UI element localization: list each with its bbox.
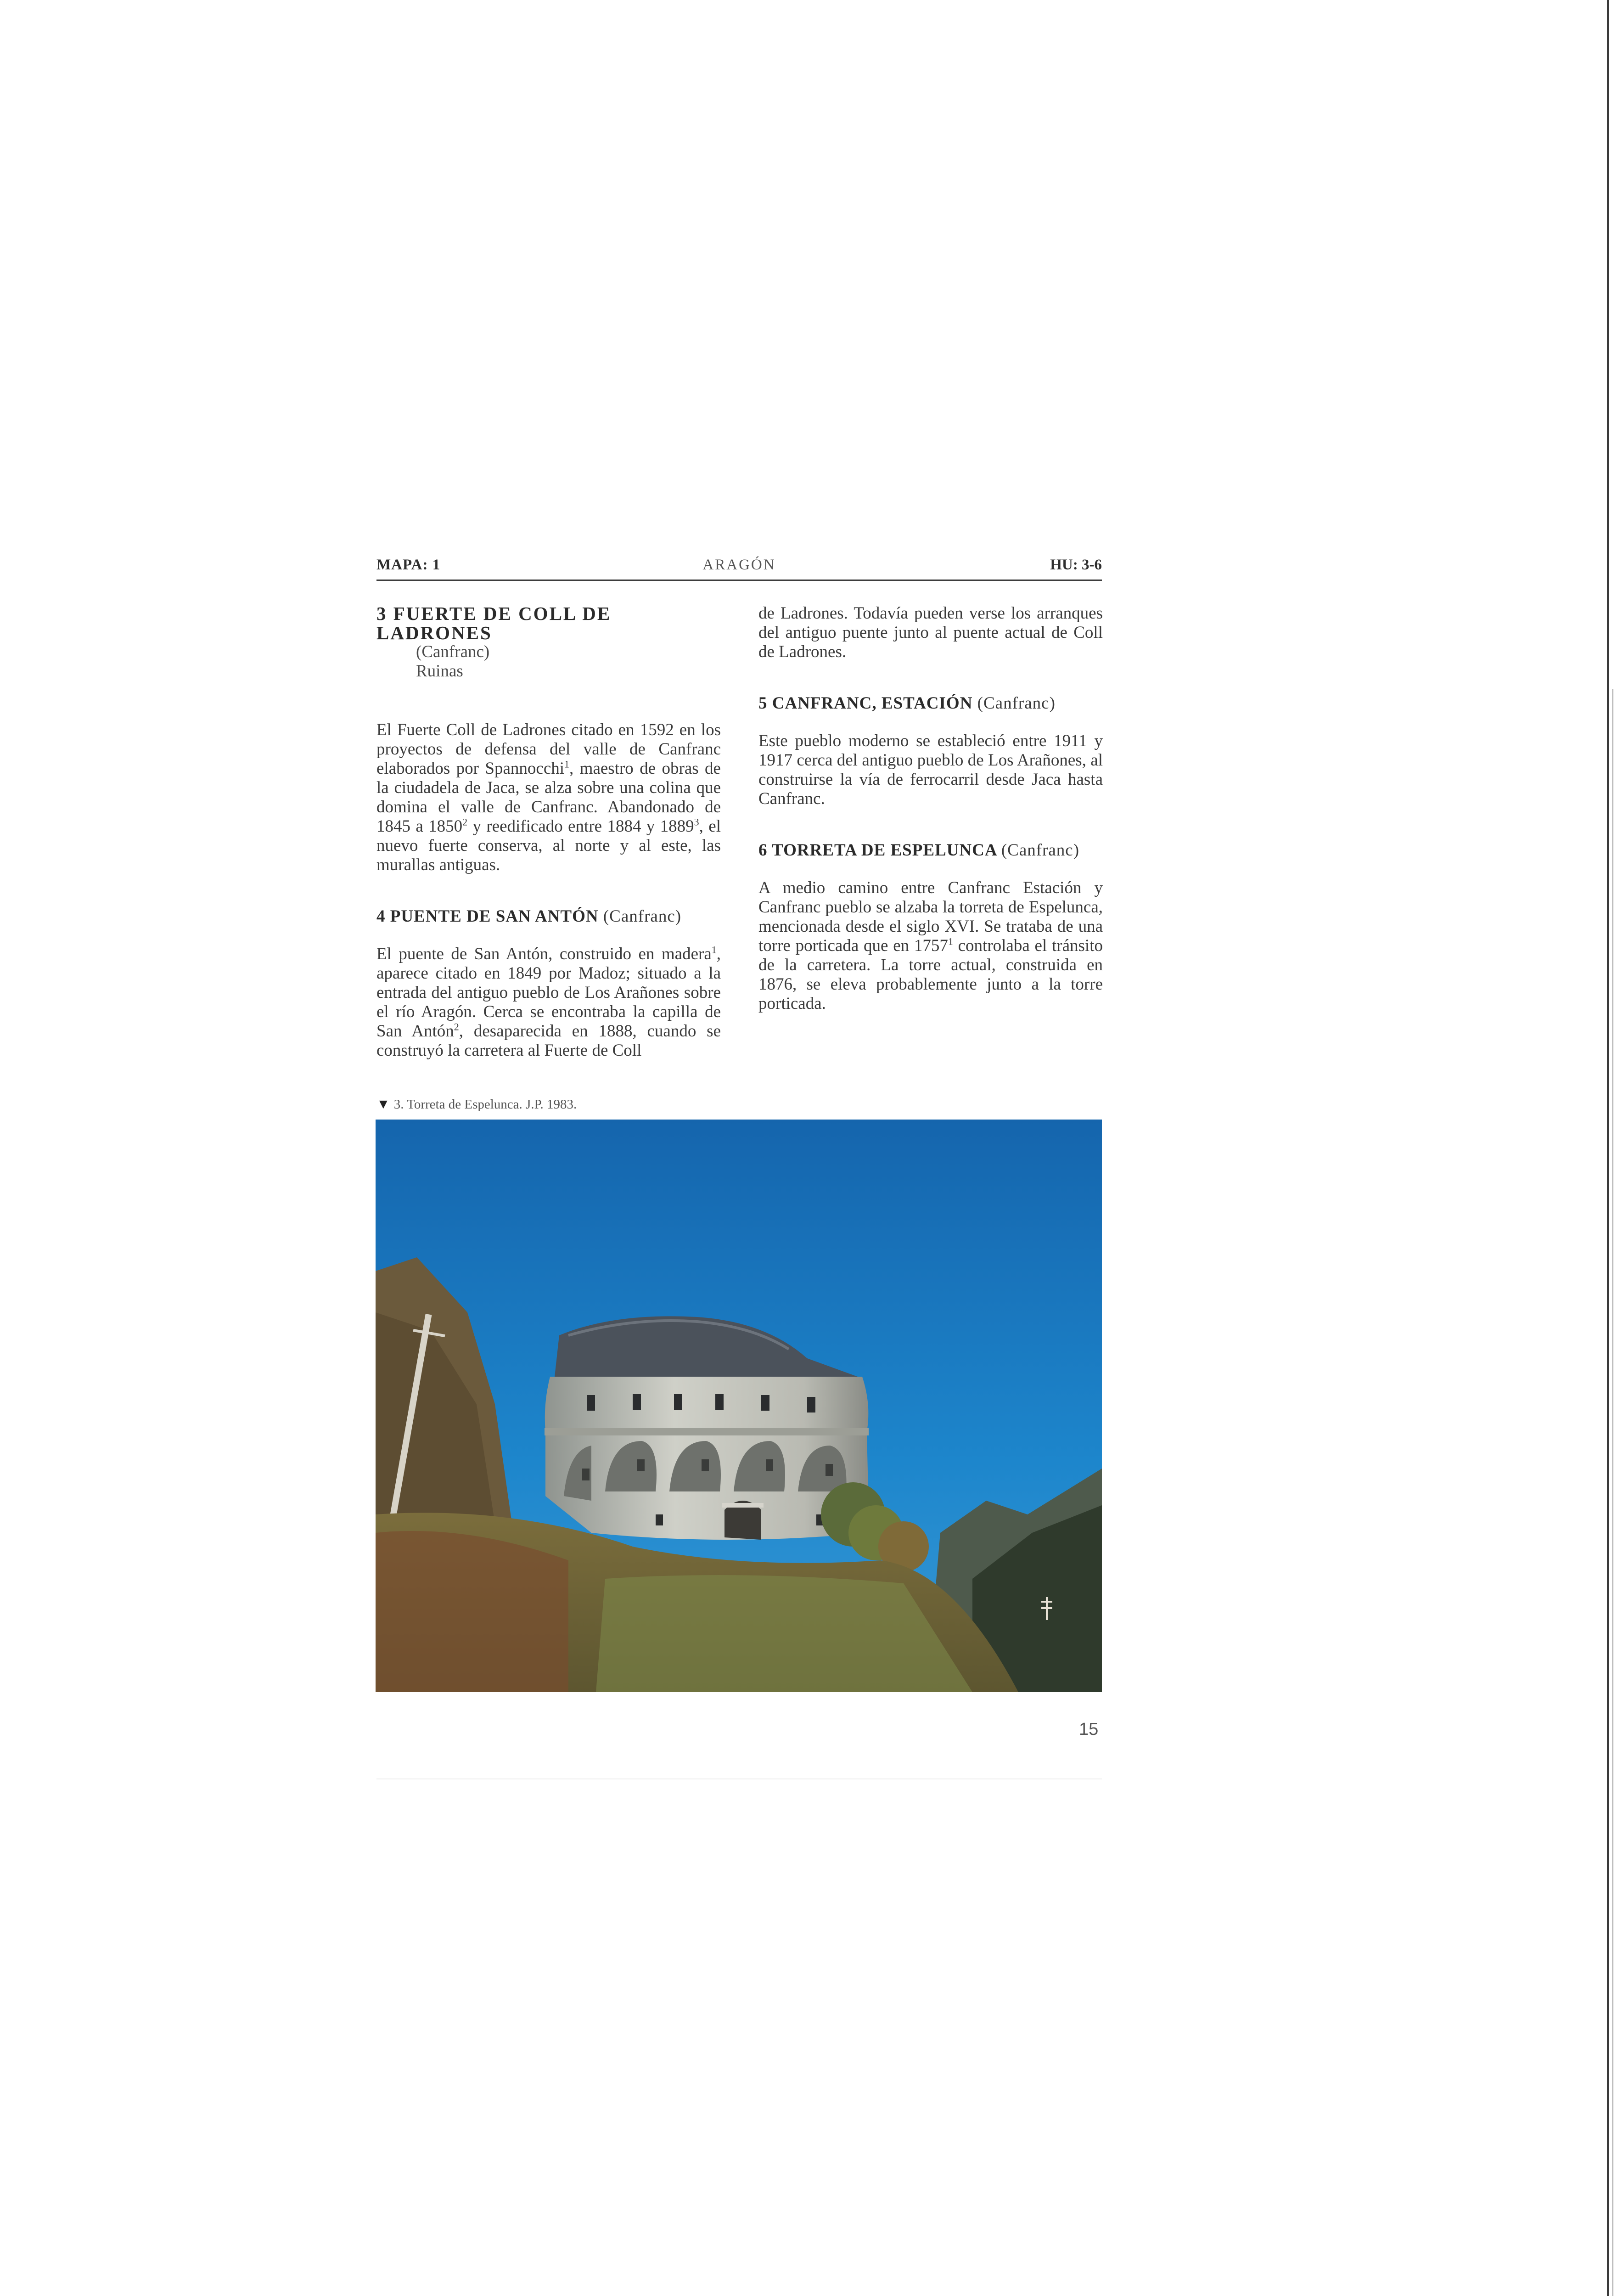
- entry-4-text-start: El puente de San Antón, construido en madera$^1$, aparece citado en 1849 por Madoz; situado a la entrada del antiguo pueblo de Los Arañones sobre el río Aragón. Cerca se encontraba la capilla de San Antón$^2$, desaparecida en 1888, cuando se construyó la carretera al Fuerte de Coll: [376, 944, 721, 1060]
- entry-4-title: 4 PUENTE DE SAN ANTÓN (Canfranc): [376, 907, 682, 926]
- caption-triangle-icon: ▼: [376, 1097, 390, 1112]
- scan-edge-line: [1607, 0, 1609, 2296]
- header-map-label: MAPA: 1: [376, 557, 441, 573]
- entry-4-text-continued: de Ladrones. Todavía pueden verse los arranques del antiguo puente junto al puente actual de Coll de Ladrones.: [758, 604, 1103, 661]
- entry-5-text: Este pueblo moderno se estableció entre 1911 y 1917 cerca del antiguo pueblo de Los Arañones, al construirse la vía de ferrocarril desde Jaca hasta Canfranc.: [758, 732, 1103, 808]
- header-region: ARAGÓN: [702, 557, 776, 573]
- photo-caption: ▼ 3. Torreta de Espelunca. J.P. 1983.: [376, 1097, 577, 1112]
- entry-6-title: 6 TORRETA DE ESPELUNCA (Canfranc): [758, 841, 1080, 860]
- left-column: [376, 604, 721, 1060]
- page-number: 15: [1079, 1720, 1099, 1739]
- entry-5-title: 5 CANFRANC, ESTACIÓN (Canfranc): [758, 694, 1056, 713]
- entry-3-text: El Fuerte Coll de Ladrones citado en 1592 en los proyectos de defensa del valle de Canfranc elaborados por Spannocchi$^1$, maestro de obras de la ciudadela de Jaca, se alza sobre una colina que domina el valle de Canfranc. Abandonado de 1845 a 1850$^2$ y reedificado entre 1884 y 1889$^3$, el nuevo fuerte conserva, al norte y al este, las murallas antiguas.: [376, 720, 721, 874]
- entry-6-text: A medio camino entre Canfranc Estación y Canfranc pueblo se alzaba la torreta de Espelunca, mencionada desde el siglo XVI. Se trataba de una torre porticada que en 1757$^1$ controlaba el tránsito de la carretera. La torre actual, construida en 1876, se eleva probablemente junto a la torre porticada.: [758, 878, 1103, 1013]
- entry-3-title: 3 FUERTE DE COLL DE LADRONES: [376, 603, 612, 643]
- scan-edge-shadow: [1612, 689, 1613, 2296]
- entry-3-status: Ruinas: [416, 662, 463, 681]
- entry-3-location: (Canfranc): [416, 642, 490, 661]
- faint-rule: [376, 1778, 1102, 1779]
- fortress-photo: [376, 1120, 1102, 1692]
- right-column: [758, 604, 1103, 1013]
- header-code: HU: 3-6: [1050, 557, 1102, 573]
- running-header: [376, 557, 1102, 581]
